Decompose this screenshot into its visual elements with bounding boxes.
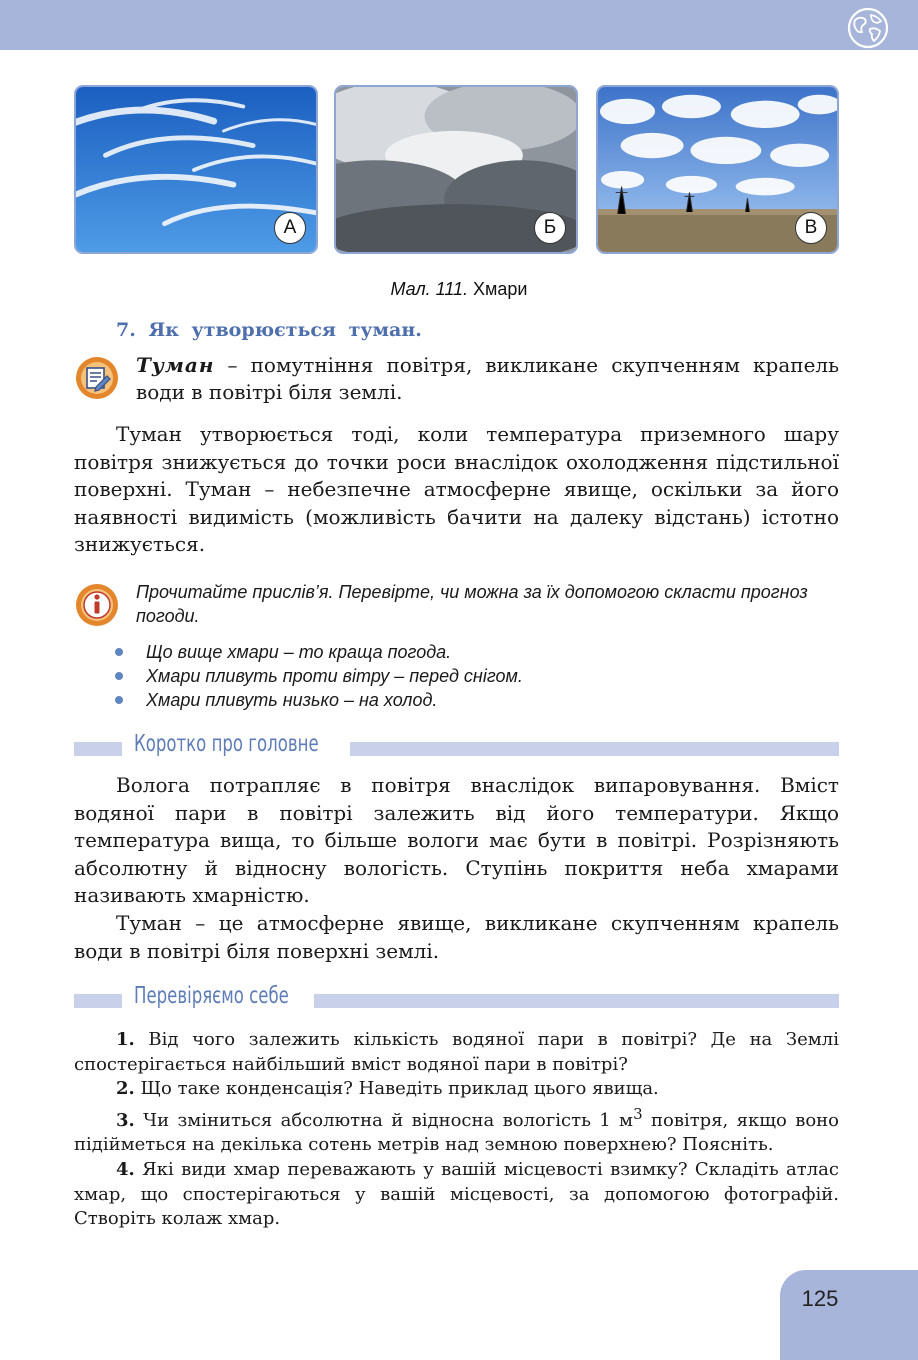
question-item (74, 1158, 839, 1232)
photo-cirrus (74, 85, 318, 254)
task-text: Прочитайте прислів’я. Перевірте, чи можна за їх допомогою скласти прогноз погоди. (136, 582, 808, 626)
page-number: 125 (801, 1286, 839, 1311)
question-heading: 7. Як утворюється туман. (116, 319, 422, 341)
summary-paragraph-2: Туман – це атмосферне явище, викликане скупченням крапель води в повітрі біля поверхні землі. (74, 911, 839, 963)
header-bar (0, 0, 918, 50)
self-check-title: Перевіряємо себе (134, 983, 289, 1009)
summary-title: Коротко про головне (134, 731, 319, 757)
question-text: Які види хмар переважають у вашій місцевості взимку? Складіть атлас хмар, що спостерігаються у вашій місцевості, за допомогою фотографій. Створіть колаж хмар. (74, 1158, 839, 1230)
question-text: Що таке конденсація? Наведіть приклад цього явища. (134, 1078, 659, 1100)
question-text: повітря, якщо воно підійметься на декілька сотень метрів над земною поверхнею? Поясніть. (74, 1109, 840, 1156)
heading-bar-left (74, 994, 122, 1008)
figure-caption-text: Хмари (473, 279, 528, 299)
self-check-questions (74, 1028, 839, 1232)
photo-label-b: Б (534, 212, 566, 244)
question-item (74, 1028, 839, 1077)
question-text: Від чого залежить кількість водяної пари в повітрі? Де на Землі спостерігається найбільший вміст водяної пари в повітрі? (74, 1029, 839, 1075)
question-number: 4. (116, 1158, 135, 1180)
heading-bar-right (350, 742, 839, 756)
globe-icon (847, 7, 889, 49)
bullet-icon (115, 696, 123, 704)
definition-body: – помутніння повітря, викликане скупченням крапель води в повітрі біля землі. (136, 353, 839, 404)
question-item (74, 1077, 839, 1102)
figure-caption (0, 279, 918, 300)
question-number: 2. (116, 1078, 135, 1100)
definition-term: Туман (136, 353, 215, 377)
info-icon (74, 582, 120, 628)
definition-icon (74, 355, 120, 401)
definition-text (136, 352, 839, 406)
self-check-heading (74, 983, 839, 1017)
list-item (114, 664, 834, 688)
heading-bar-right (314, 994, 839, 1008)
photo-cumulus (596, 85, 839, 254)
summary-paragraph-1: Вологa потрапляє в повітря внаслідок випаровування. Вміст водяної пари в повітрі залежить від його температури. Якщо температура вища, то більше вологи має бути в повітрі. Розрізняють абсолютну й відносну вологість. Ступінь покриття неба хмарами називають хмарністю. (74, 773, 839, 907)
bullet-icon (115, 672, 123, 680)
proverb-text: Хмари пливуть проти вітру – перед снігом. (146, 666, 523, 686)
proverb-list (114, 640, 834, 712)
superscript: 3 (633, 1104, 643, 1123)
proverb-text: Хмари пливуть низько – на холод. (146, 690, 438, 710)
photo-label-c: В (795, 212, 827, 244)
figure-caption-number: Мал. 111. (390, 279, 469, 299)
summary-heading (74, 731, 839, 765)
question-number: 3. (116, 1109, 135, 1131)
photo-label-a: А (274, 212, 306, 244)
page-number-tab (780, 1270, 918, 1360)
question-number: 1. (116, 1029, 135, 1050)
photo-overcast (334, 85, 578, 254)
heading-bar-left (74, 742, 122, 756)
list-item (114, 640, 834, 664)
question-item (74, 1102, 839, 1158)
fog-paragraph: Туман утворюється тоді, коли температура приземного шару повітря знижується до точки роси внаслідок охолодження підстильної поверхні. Туман – небезпечне атмосферне явище, оскільки за його наявності видимість (можливість бачити на далеку відстань) істотно знижується. (74, 422, 839, 556)
list-item (114, 688, 834, 712)
bullet-icon (115, 648, 123, 656)
proverb-text: Що вище хмари – то краща погода. (146, 642, 452, 662)
question-text: Чи зміниться абсолютна й відносна вологість 1 м (134, 1109, 634, 1131)
